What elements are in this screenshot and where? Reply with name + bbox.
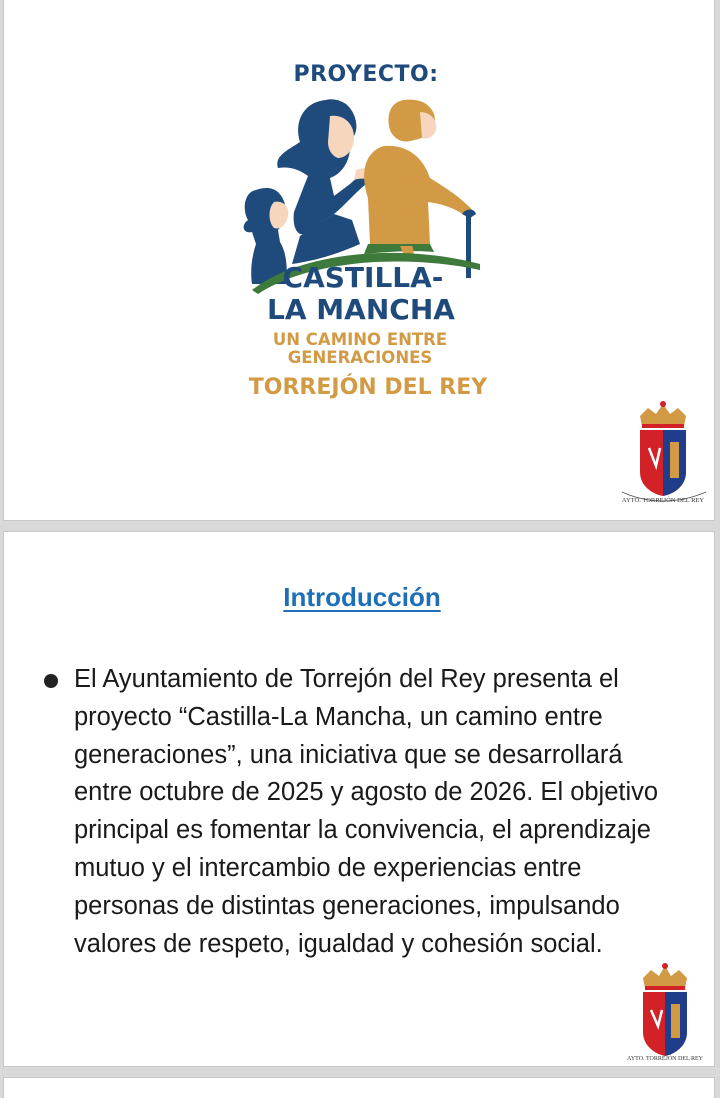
slide-next-partial	[4, 1078, 714, 1098]
slide-title	[4, 0, 714, 520]
project-subtitle-line2: GENERACIONES	[287, 348, 433, 367]
coat-of-arms-icon	[618, 400, 708, 506]
slide-introduction	[4, 532, 714, 1066]
introduction-heading: Introducción	[283, 582, 441, 612]
project-subtitle-line1: UN CAMINO ENTRE	[272, 330, 448, 349]
project-title-line1: CASTILLA-	[282, 261, 444, 294]
crest-caption: AYTO. TORREJÓN DEL REY	[621, 497, 705, 504]
bullet-icon	[44, 674, 58, 688]
town-name: TORREJÓN DEL REY	[248, 375, 488, 400]
project-title-line2: LA MANCHA	[267, 293, 455, 326]
coat-of-arms-icon	[625, 962, 705, 1062]
grandfather-figure	[364, 100, 476, 278]
introduction-paragraph: El Ayuntamiento de Torrejón del Rey presenta el proyecto “Castilla-La Mancha, un camino entre generaciones”, una iniciativa que se desarrollará entre octubre de 2025 y agosto de 2026. El objetivo principal es fomentar la convivencia, el aprendizaje mutuo y el intercambio de experiencias entre personas de distintas generaciones, impulsando valores de respeto, igualdad y cohesión social.	[74, 665, 659, 958]
crest-caption: AYTO. TORREJÓN DEL REY	[627, 1056, 703, 1062]
proyecto-label: PROYECTO:	[293, 62, 439, 87]
